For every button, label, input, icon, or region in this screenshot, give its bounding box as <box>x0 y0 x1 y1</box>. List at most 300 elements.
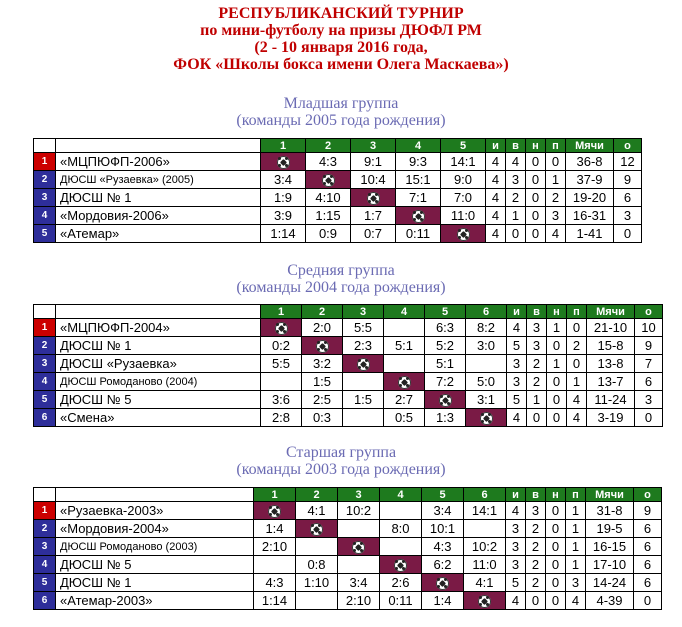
tournament-header <box>0 5 682 73</box>
match-result <box>254 556 296 574</box>
points: 0 <box>634 592 662 610</box>
games-played: 4 <box>507 409 527 427</box>
soccer-ball-icon <box>352 541 365 554</box>
wins: 1 <box>527 391 547 409</box>
match-result: 9:3 <box>396 153 441 171</box>
wins: 0 <box>506 225 526 243</box>
match-result: 2:8 <box>261 409 302 427</box>
header-opponent-number: 5 <box>422 488 464 502</box>
header-w: и <box>486 139 506 153</box>
table-row <box>34 319 663 337</box>
match-result: 11:0 <box>464 556 506 574</box>
self-match-cell <box>338 538 380 556</box>
team-name: «Смена» <box>56 409 261 427</box>
match-result: 3:9 <box>261 207 306 225</box>
games-played: 5 <box>507 391 527 409</box>
header-blank-cell <box>56 488 254 502</box>
points: 10 <box>635 319 663 337</box>
draws: 0 <box>526 171 546 189</box>
match-result: 6:3 <box>425 319 466 337</box>
match-result: 1:4 <box>422 592 464 610</box>
match-result: 3:4 <box>338 574 380 592</box>
goals: 3-19 <box>587 409 635 427</box>
wins: 1 <box>506 207 526 225</box>
team-name: ДЮСШ № 5 <box>56 556 254 574</box>
goals: 37-9 <box>566 171 614 189</box>
goals: 19-5 <box>586 520 634 538</box>
match-result: 4:1 <box>464 574 506 592</box>
self-match-cell <box>396 207 441 225</box>
match-result <box>464 520 506 538</box>
match-result: 0:3 <box>302 409 343 427</box>
soccer-ball-icon <box>367 192 380 205</box>
table-row <box>34 189 642 207</box>
self-match-cell <box>254 502 296 520</box>
match-result <box>296 538 338 556</box>
soccer-ball-icon <box>436 577 449 590</box>
match-result: 1:5 <box>343 391 384 409</box>
losses: 4 <box>567 409 587 427</box>
losses: 0 <box>567 319 587 337</box>
match-result: 1:10 <box>296 574 338 592</box>
match-result: 9:0 <box>441 171 486 189</box>
draws: 0 <box>546 538 566 556</box>
header-opponent-number: 1 <box>254 488 296 502</box>
losses: 4 <box>546 225 566 243</box>
points: 7 <box>635 355 663 373</box>
team-name: «Атемар-2003» <box>56 592 254 610</box>
team-name: ДЮСШ «Рузаевка» <box>56 355 261 373</box>
self-match-cell <box>302 337 343 355</box>
position-badge: 2 <box>34 520 56 538</box>
header-pts: о <box>635 305 663 319</box>
match-result: 4:3 <box>306 153 351 171</box>
match-result: 5:5 <box>261 355 302 373</box>
match-result: 2:5 <box>302 391 343 409</box>
match-result <box>380 502 422 520</box>
team-name: «Мордовия-2006» <box>56 207 261 225</box>
header-opponent-number: 3 <box>351 139 396 153</box>
wins: 3 <box>527 319 547 337</box>
header-line-3: (2 - 10 января 2016 года, <box>254 39 428 56</box>
match-result: 3:1 <box>466 391 507 409</box>
draws: 0 <box>526 207 546 225</box>
group-title: Младшая группа <box>283 95 399 112</box>
self-match-cell <box>384 373 425 391</box>
header-opponent-number: 3 <box>338 488 380 502</box>
match-result: 3:6 <box>261 391 302 409</box>
header-blank-cell <box>56 139 261 153</box>
losses: 2 <box>546 189 566 207</box>
team-name: ДЮСШ Ромоданово (2003) <box>56 538 254 556</box>
table-row <box>34 409 663 427</box>
team-name: «МЦПЮФП-2004» <box>56 319 261 337</box>
table-row <box>34 373 663 391</box>
draws: 0 <box>546 520 566 538</box>
goals: 19-20 <box>566 189 614 207</box>
self-match-cell <box>343 355 384 373</box>
position-badge: 5 <box>34 391 56 409</box>
match-result <box>296 592 338 610</box>
table-row <box>34 391 663 409</box>
wins: 0 <box>527 409 547 427</box>
wins: 3 <box>526 502 546 520</box>
match-result: 5:0 <box>466 373 507 391</box>
table-row <box>34 556 662 574</box>
wins: 2 <box>526 538 546 556</box>
table-row <box>34 538 662 556</box>
match-result: 1:14 <box>261 225 306 243</box>
points: 3 <box>635 391 663 409</box>
position-badge: 2 <box>34 171 56 189</box>
goals: 13-7 <box>587 373 635 391</box>
draws: 0 <box>546 574 566 592</box>
self-match-cell <box>261 153 306 171</box>
team-name: «Мордовия-2004» <box>56 520 254 538</box>
match-result: 0:2 <box>261 337 302 355</box>
match-result: 2:3 <box>343 337 384 355</box>
header-goals: Мячи <box>587 305 635 319</box>
games-played: 4 <box>486 189 506 207</box>
match-result: 0:7 <box>351 225 396 243</box>
wins: 2 <box>527 355 547 373</box>
team-name: «Атемар» <box>56 225 261 243</box>
match-result: 4:10 <box>306 189 351 207</box>
draws: 1 <box>547 355 567 373</box>
match-result: 5:1 <box>425 355 466 373</box>
points: 6 <box>634 538 662 556</box>
match-result: 0:5 <box>384 409 425 427</box>
goals: 16-15 <box>586 538 634 556</box>
self-match-cell <box>380 556 422 574</box>
header-l: н <box>526 139 546 153</box>
position-badge: 2 <box>34 337 56 355</box>
soccer-ball-icon <box>439 394 452 407</box>
match-result: 2:7 <box>384 391 425 409</box>
match-result: 5:2 <box>425 337 466 355</box>
match-result: 15:1 <box>396 171 441 189</box>
table-row <box>34 592 662 610</box>
match-result: 6:2 <box>422 556 464 574</box>
match-result: 1:4 <box>254 520 296 538</box>
match-result: 0:11 <box>380 592 422 610</box>
header-blank-cell <box>56 305 261 319</box>
position-badge: 6 <box>34 409 56 427</box>
header-p: п <box>566 488 586 502</box>
games-played: 4 <box>506 592 526 610</box>
points: 9 <box>614 171 642 189</box>
match-result: 0:11 <box>396 225 441 243</box>
draws: 0 <box>547 391 567 409</box>
draws: 0 <box>546 592 566 610</box>
soccer-ball-icon <box>457 228 470 241</box>
team-name: ДЮСШ Ромоданово (2004) <box>56 373 261 391</box>
match-result: 2:10 <box>254 538 296 556</box>
position-badge: 1 <box>34 319 56 337</box>
position-badge: 6 <box>34 592 56 610</box>
soccer-ball-icon <box>478 595 491 608</box>
points: 6 <box>614 189 642 207</box>
match-result: 10:2 <box>464 538 506 556</box>
points: 9 <box>634 502 662 520</box>
position-badge: 3 <box>34 355 56 373</box>
header-p: п <box>546 139 566 153</box>
header-blank-cell <box>34 488 56 502</box>
losses: 0 <box>546 153 566 171</box>
header-opponent-number: 4 <box>396 139 441 153</box>
wins: 2 <box>526 574 546 592</box>
group-subtitle: (команды 2003 года рождения) <box>236 461 446 478</box>
draws: 0 <box>526 189 546 207</box>
draws: 0 <box>546 502 566 520</box>
self-match-cell <box>464 592 506 610</box>
match-result: 1:9 <box>261 189 306 207</box>
games-played: 4 <box>486 207 506 225</box>
match-result: 4:3 <box>422 538 464 556</box>
match-result: 5:5 <box>343 319 384 337</box>
match-result: 1:14 <box>254 592 296 610</box>
header-opponent-number: 5 <box>425 305 466 319</box>
position-badge: 4 <box>34 373 56 391</box>
table-row <box>34 355 663 373</box>
match-result: 2:0 <box>302 319 343 337</box>
team-name: ДЮСШ «Рузаевка» (2005) <box>56 171 261 189</box>
header-goals: Мячи <box>586 488 634 502</box>
match-result: 1:3 <box>425 409 466 427</box>
group-section <box>0 95 682 129</box>
position-badge: 3 <box>34 189 56 207</box>
match-result: 7:0 <box>441 189 486 207</box>
soccer-ball-icon <box>412 210 425 223</box>
table-row <box>34 574 662 592</box>
match-result: 3:4 <box>261 171 306 189</box>
header-opponent-number: 2 <box>306 139 351 153</box>
group-title: Средняя группа <box>287 262 395 279</box>
team-name: ДЮСШ № 5 <box>56 391 261 409</box>
soccer-ball-icon <box>480 412 493 425</box>
match-result: 10:2 <box>338 502 380 520</box>
games-played: 5 <box>506 574 526 592</box>
team-name: ДЮСШ № 1 <box>56 189 261 207</box>
match-result: 2:6 <box>380 574 422 592</box>
self-match-cell <box>441 225 486 243</box>
games-played: 5 <box>507 337 527 355</box>
goals: 13-8 <box>587 355 635 373</box>
match-result <box>343 409 384 427</box>
match-result: 3:2 <box>302 355 343 373</box>
table-row <box>34 520 662 538</box>
goals: 21-10 <box>587 319 635 337</box>
soccer-ball-icon <box>268 505 281 518</box>
header-w: и <box>507 305 527 319</box>
match-result: 7:2 <box>425 373 466 391</box>
goals: 16-31 <box>566 207 614 225</box>
header-opponent-number: 2 <box>302 305 343 319</box>
soccer-ball-icon <box>398 376 411 389</box>
games-played: 4 <box>506 502 526 520</box>
soccer-ball-icon <box>277 156 290 169</box>
games-played: 4 <box>486 153 506 171</box>
table-row <box>34 225 642 243</box>
points: 6 <box>634 574 662 592</box>
match-result: 2:10 <box>338 592 380 610</box>
match-result: 8:0 <box>380 520 422 538</box>
match-result <box>338 520 380 538</box>
header-pts: о <box>614 139 642 153</box>
team-name: «МЦПЮФП-2006» <box>56 153 261 171</box>
draws: 0 <box>526 153 546 171</box>
table-row <box>34 502 662 520</box>
self-match-cell <box>351 189 396 207</box>
match-result: 3:4 <box>422 502 464 520</box>
header-opponent-number: 1 <box>261 305 302 319</box>
self-match-cell <box>296 520 338 538</box>
match-result: 1:5 <box>302 373 343 391</box>
group-subtitle: (команды 2004 года рождения) <box>236 279 446 296</box>
table-row <box>34 337 663 355</box>
match-result <box>384 319 425 337</box>
match-result: 11:0 <box>441 207 486 225</box>
draws: 0 <box>546 556 566 574</box>
soccer-ball-icon <box>394 559 407 572</box>
position-badge: 5 <box>34 225 56 243</box>
match-result <box>261 373 302 391</box>
goals: 15-8 <box>587 337 635 355</box>
header-opponent-number: 1 <box>261 139 306 153</box>
table-row <box>34 171 642 189</box>
match-result: 7:1 <box>396 189 441 207</box>
self-match-cell <box>422 574 464 592</box>
table-row <box>34 207 642 225</box>
wins: 0 <box>526 592 546 610</box>
standings-table <box>33 304 663 427</box>
goals: 4-39 <box>586 592 634 610</box>
losses: 4 <box>567 391 587 409</box>
games-played: 4 <box>507 319 527 337</box>
header-line-4: ФОК «Школы бокса имени Олега Маскаева») <box>173 56 509 73</box>
soccer-ball-icon <box>310 523 323 536</box>
group-section <box>0 444 682 478</box>
losses: 1 <box>566 502 586 520</box>
header-opponent-number: 6 <box>464 488 506 502</box>
soccer-ball-icon <box>316 340 329 353</box>
wins: 2 <box>527 373 547 391</box>
goals: 11-24 <box>587 391 635 409</box>
header-pts: о <box>634 488 662 502</box>
header-d: в <box>526 488 546 502</box>
match-result: 1:7 <box>351 207 396 225</box>
table-header-row <box>34 139 642 153</box>
header-w: и <box>506 488 526 502</box>
losses: 1 <box>566 556 586 574</box>
losses: 1 <box>566 538 586 556</box>
points: 9 <box>635 337 663 355</box>
games-played: 4 <box>486 225 506 243</box>
losses: 1 <box>567 373 587 391</box>
table-header-row <box>34 305 663 319</box>
points: 12 <box>614 153 642 171</box>
match-result: 0:9 <box>306 225 351 243</box>
header-opponent-number: 4 <box>380 488 422 502</box>
points: 6 <box>635 373 663 391</box>
points: 6 <box>634 520 662 538</box>
group-title: Старшая группа <box>285 444 397 461</box>
match-result: 8:2 <box>466 319 507 337</box>
games-played: 3 <box>506 538 526 556</box>
header-p: п <box>567 305 587 319</box>
match-result: 3:0 <box>466 337 507 355</box>
games-played: 3 <box>506 556 526 574</box>
table-row <box>34 153 642 171</box>
losses: 1 <box>546 171 566 189</box>
games-played: 3 <box>506 520 526 538</box>
match-result <box>338 556 380 574</box>
losses: 3 <box>546 207 566 225</box>
soccer-ball-icon <box>357 358 370 371</box>
header-blank-cell <box>34 139 56 153</box>
match-result: 5:1 <box>384 337 425 355</box>
games-played: 3 <box>507 355 527 373</box>
losses: 3 <box>566 574 586 592</box>
points: 3 <box>614 207 642 225</box>
header-d: в <box>527 305 547 319</box>
match-result: 0:8 <box>296 556 338 574</box>
draws: 0 <box>547 409 567 427</box>
draws: 0 <box>547 337 567 355</box>
standings-table <box>33 138 642 243</box>
header-opponent-number: 5 <box>441 139 486 153</box>
header-goals: Мячи <box>566 139 614 153</box>
draws: 0 <box>526 225 546 243</box>
games-played: 3 <box>507 373 527 391</box>
wins: 3 <box>506 171 526 189</box>
match-result: 9:1 <box>351 153 396 171</box>
header-d: в <box>506 139 526 153</box>
team-name: ДЮСШ № 1 <box>56 337 261 355</box>
self-match-cell <box>306 171 351 189</box>
match-result <box>384 355 425 373</box>
games-played: 4 <box>486 171 506 189</box>
goals: 14-24 <box>586 574 634 592</box>
points: 6 <box>634 556 662 574</box>
header-opponent-number: 2 <box>296 488 338 502</box>
match-result <box>466 355 507 373</box>
header-line-2: по мини-футболу на призы ДЮФЛ РМ <box>200 22 482 39</box>
match-result: 10:1 <box>422 520 464 538</box>
self-match-cell <box>466 409 507 427</box>
position-badge: 3 <box>34 538 56 556</box>
position-badge: 4 <box>34 207 56 225</box>
match-result: 14:1 <box>464 502 506 520</box>
header-opponent-number: 3 <box>343 305 384 319</box>
position-badge: 1 <box>34 153 56 171</box>
goals: 31-8 <box>586 502 634 520</box>
wins: 2 <box>506 189 526 207</box>
header-l: н <box>546 488 566 502</box>
points: 0 <box>635 409 663 427</box>
soccer-ball-icon <box>275 322 288 335</box>
wins: 2 <box>526 520 546 538</box>
position-badge: 5 <box>34 574 56 592</box>
position-badge: 4 <box>34 556 56 574</box>
self-match-cell <box>261 319 302 337</box>
standings-table <box>33 487 662 610</box>
group-section <box>0 262 682 296</box>
header-opponent-number: 4 <box>384 305 425 319</box>
draws: 1 <box>547 319 567 337</box>
goals: 36-8 <box>566 153 614 171</box>
match-result: 14:1 <box>441 153 486 171</box>
